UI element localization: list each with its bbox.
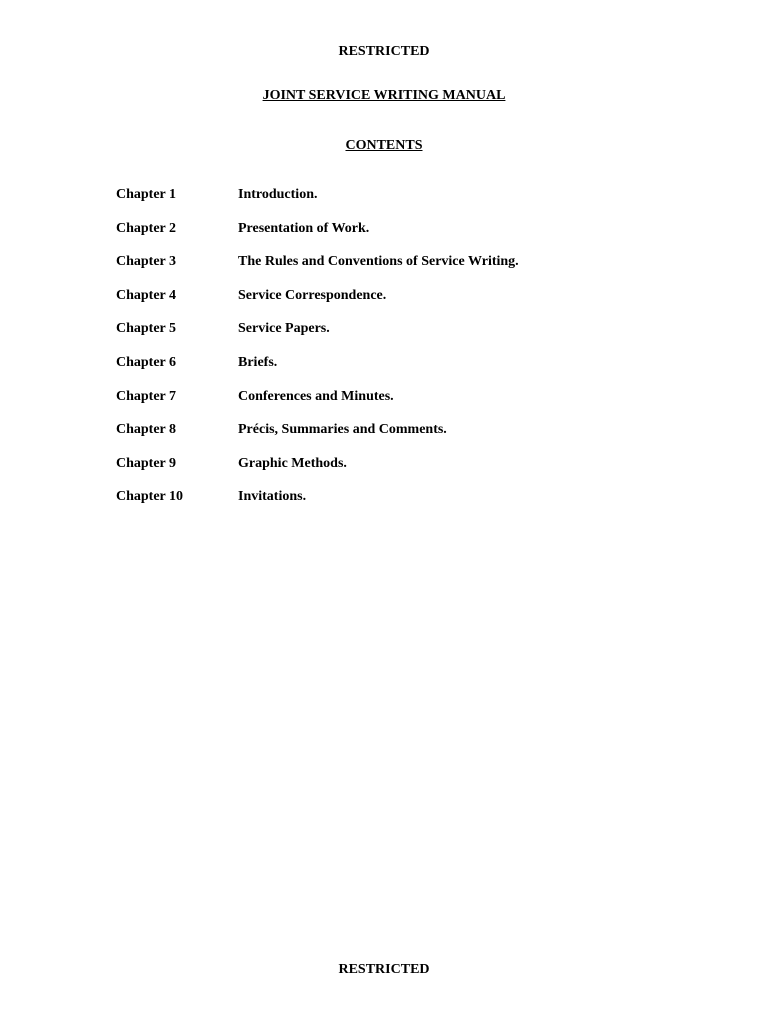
- toc-chapter-label: Chapter 4: [116, 287, 177, 303]
- toc-chapter-label: Chapter 1: [116, 187, 177, 202]
- toc-chapter-label: Chapter 2: [116, 220, 177, 236]
- toc-row: [116, 456, 676, 490]
- contents-heading: CONTENTS: [345, 138, 423, 153]
- toc-row: [116, 254, 676, 288]
- toc-chapter-label: Chapter 10: [116, 489, 184, 505]
- toc-chapter-title: The Rules and Conventions of Service Writing.: [238, 254, 519, 270]
- toc-row: [116, 321, 676, 355]
- toc-chapter-title: Précis, Summaries and Comments.: [238, 422, 447, 438]
- toc-chapter-label: Chapter 5: [116, 321, 177, 337]
- table-of-contents: [116, 187, 676, 523]
- toc-row: [116, 187, 676, 221]
- toc-chapter-title: Invitations.: [238, 489, 307, 505]
- security-marking-bottom: RESTRICTED: [338, 962, 430, 977]
- toc-chapter-label: Chapter 6: [116, 354, 177, 370]
- toc-chapter-title: Introduction.: [238, 187, 318, 202]
- toc-row: [116, 389, 676, 423]
- toc-row: [116, 355, 676, 389]
- toc-chapter-label: Chapter 9: [116, 455, 177, 471]
- toc-chapter-title: Conferences and Minutes.: [238, 388, 394, 404]
- toc-chapter-title: Service Papers.: [238, 321, 330, 337]
- toc-row: [116, 288, 676, 322]
- toc-chapter-title: Graphic Methods.: [238, 455, 347, 471]
- document-title: JOINT SERVICE WRITING MANUAL: [262, 88, 506, 103]
- toc-chapter-label: Chapter 7: [116, 388, 177, 404]
- toc-row: [116, 489, 676, 523]
- toc-row: [116, 422, 676, 456]
- security-marking-top: RESTRICTED: [338, 44, 430, 59]
- toc-chapter-title: Presentation of Work.: [238, 220, 370, 236]
- toc-chapter-title: Briefs.: [238, 354, 278, 370]
- toc-chapter-title: Service Correspondence.: [238, 287, 387, 303]
- toc-chapter-label: Chapter 8: [116, 422, 177, 438]
- toc-chapter-label: Chapter 3: [116, 254, 177, 270]
- toc-row: [116, 221, 676, 255]
